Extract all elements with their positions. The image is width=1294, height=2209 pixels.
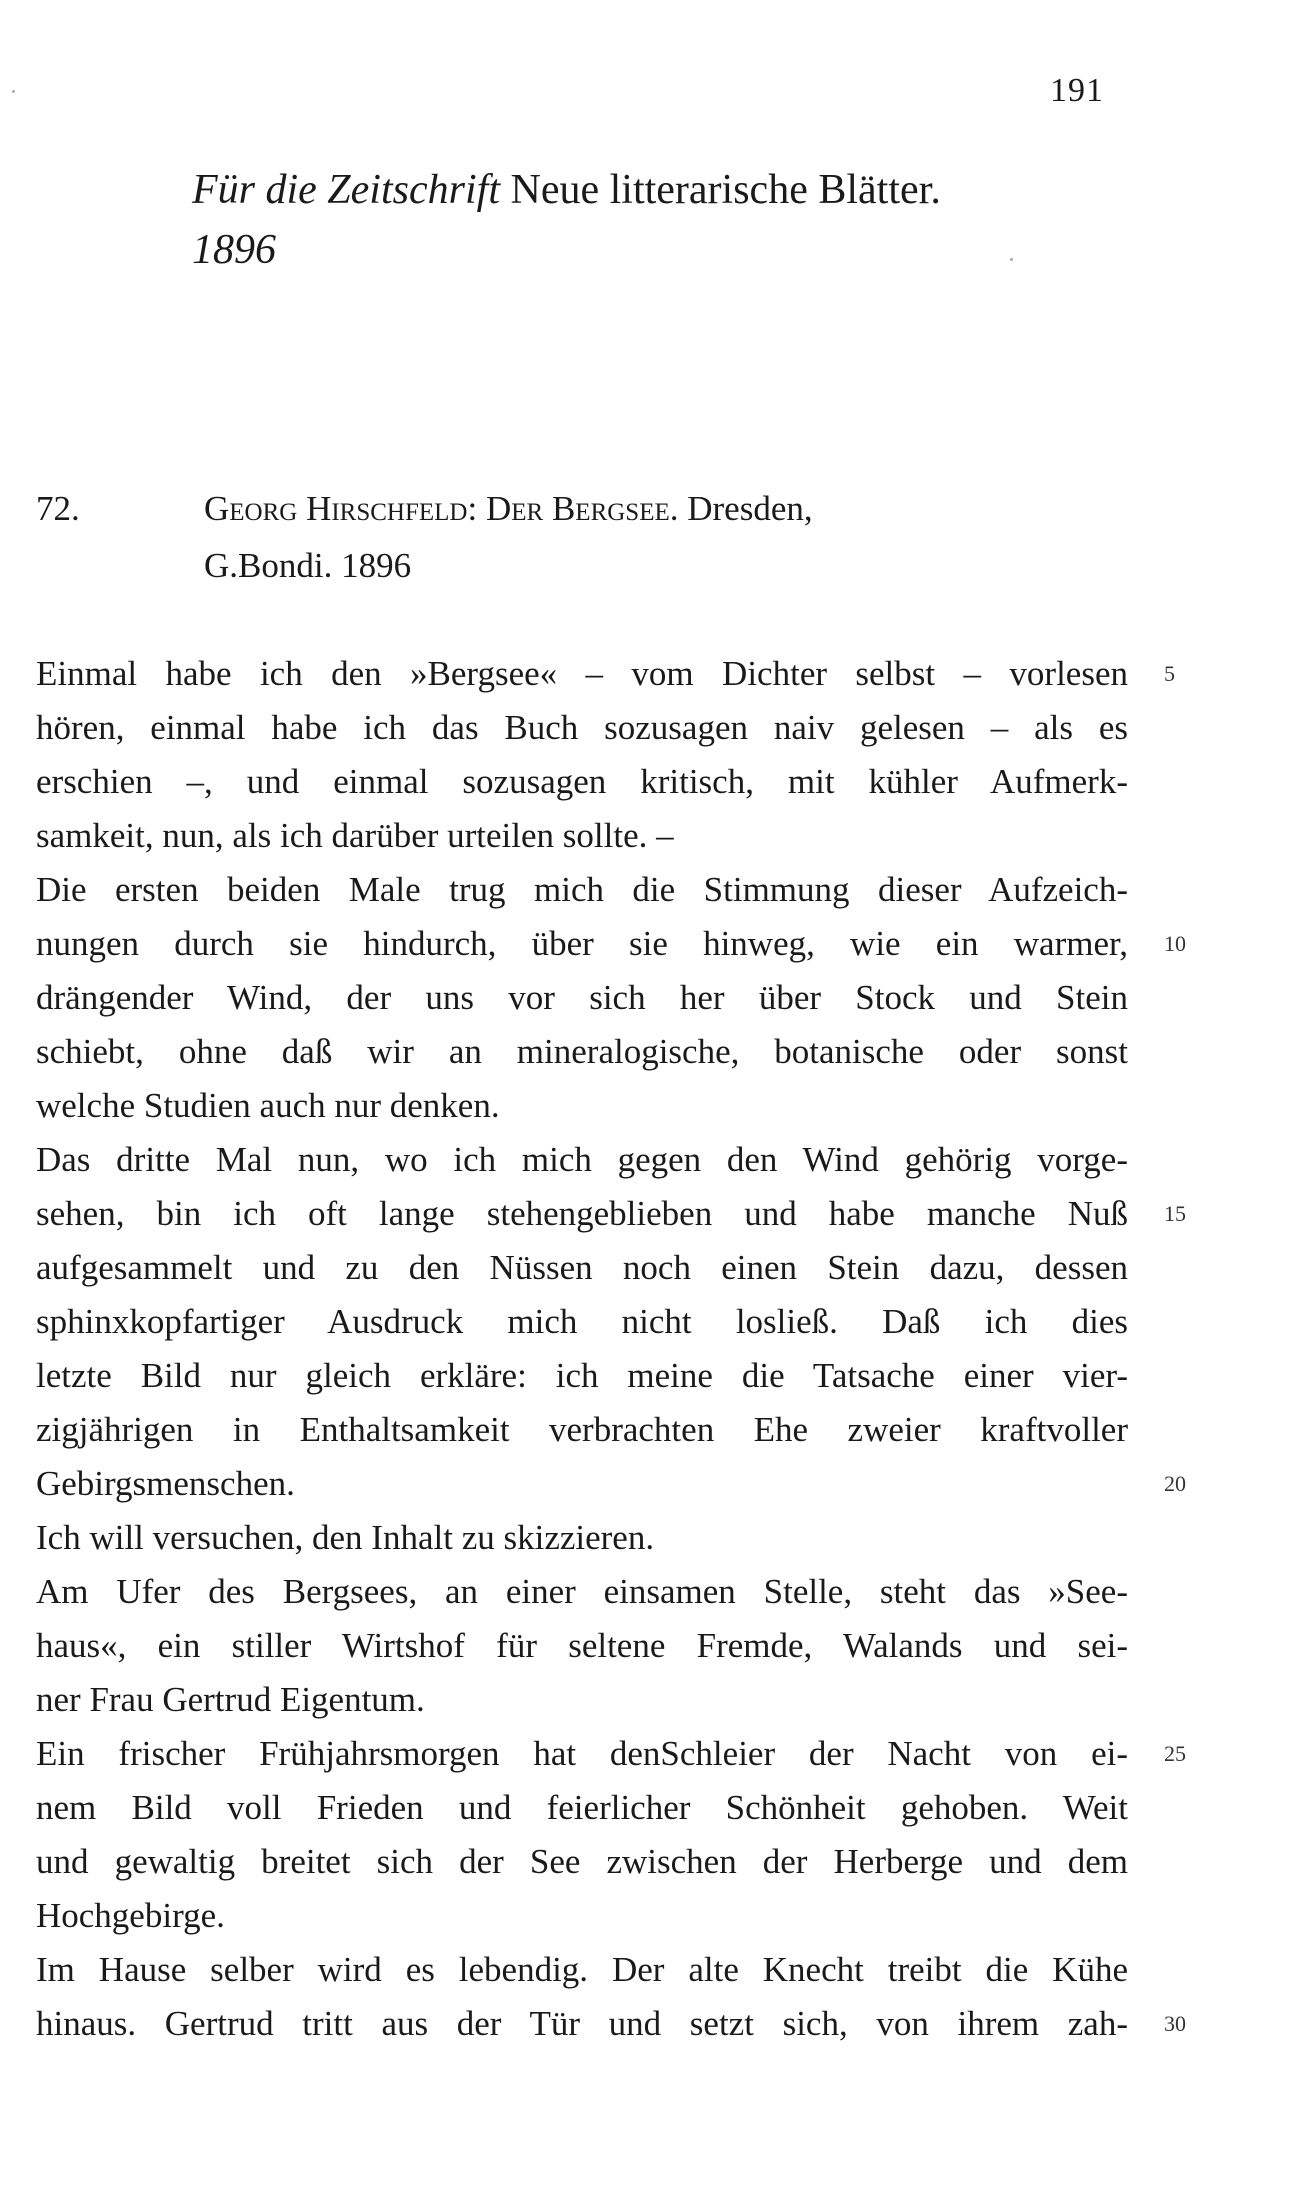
- entry-title: [204, 480, 1104, 594]
- text-line: Ein frischer Frühjahrsmorgen hat denSchleier der Nacht von ei-: [36, 1734, 1128, 1773]
- page-number: 191: [1050, 72, 1104, 109]
- entry-publisher-line: G.Bondi. 1896: [204, 546, 412, 585]
- line-number: 20: [1164, 1471, 1186, 1496]
- text-line: nem Bild voll Frieden und feierlicher Schönheit gehoben. Weit: [36, 1788, 1128, 1827]
- text-line: Das dritte Mal nun, wo ich mich gegen den Wind gehörig vorge-: [36, 1140, 1128, 1179]
- text-line: haus«, ein stiller Wirtshof für seltene Fremde, Walands und sei-: [36, 1626, 1128, 1665]
- entry-title-line: Georg Hirschfeld: Der Bergsee. Dresden,: [204, 489, 813, 528]
- text-line: Einmal habe ich den »Bergsee« – vom Dichter selbst – vorlesen: [36, 654, 1128, 693]
- text-line: samkeit, nun, als ich darüber urteilen sollte. –: [36, 816, 674, 855]
- text-line: Hochgebirge.: [36, 1896, 225, 1935]
- text-line: sehen, bin ich oft lange stehengeblieben und habe manche Nuß: [36, 1194, 1128, 1233]
- text-line: aufgesammelt und zu den Nüssen noch einen Stein dazu, dessen: [36, 1248, 1128, 1287]
- entry-number: 72.: [36, 489, 80, 528]
- text-line: sphinxkopfartiger Ausdruck mich nicht losließ. Daß ich dies: [36, 1302, 1128, 1341]
- text-line: schiebt, ohne daß wir an mineralogische, botanische oder sonst: [36, 1032, 1128, 1071]
- text-line: ner Frau Gertrud Eigentum.: [36, 1680, 425, 1719]
- line-number: 25: [1164, 1741, 1186, 1766]
- text-line: zigjährigen in Enthaltsamkeit verbrachten Ehe zweier kraftvoller: [36, 1410, 1128, 1449]
- publication-prefix: Für die Zeitschrift: [192, 167, 500, 213]
- line-number: 30: [1164, 2011, 1186, 2036]
- publication-header: [192, 160, 941, 280]
- text-line: Im Hause selber wird es lebendig. Der alte Knecht treibt die Kühe: [36, 1950, 1128, 1989]
- stray-dot: [1010, 258, 1013, 261]
- text-line: erschien –, und einmal sozusagen kritisch, mit kühler Aufmerk-: [36, 762, 1128, 801]
- text-line: Ich will versuchen, den Inhalt zu skizzieren.: [36, 1518, 655, 1557]
- entry-book-title: Der Bergsee: [485, 489, 670, 528]
- text-line: welche Studien auch nur denken.: [36, 1086, 500, 1125]
- text-line: hören, einmal habe ich das Buch sozusagen naiv gelesen – als es: [36, 708, 1128, 747]
- line-number: 15: [1164, 1201, 1186, 1226]
- text-line: nungen durch sie hindurch, über sie hinweg, wie ein warmer,: [36, 924, 1128, 963]
- publication-year: 1896: [192, 227, 276, 273]
- text-line: letzte Bild nur gleich erkläre: ich meine die Tatsache einer vier-: [36, 1356, 1128, 1395]
- line-number: 10: [1164, 931, 1186, 956]
- stray-dot: [12, 90, 15, 93]
- text-line: drängender Wind, der uns vor sich her über Stock und Stein: [36, 978, 1128, 1017]
- text-line: Gebirgsmenschen.: [36, 1464, 295, 1503]
- journal-title: Neue litterarische Blätter.: [510, 167, 941, 213]
- text-line: und gewaltig breitet sich der See zwischen der Herberge und dem: [36, 1842, 1128, 1881]
- publication-header-line: [192, 160, 941, 220]
- entry-place: . Dresden,: [669, 489, 813, 528]
- text-line: Die ersten beiden Male trug mich die Stimmung dieser Aufzeich-: [36, 870, 1128, 909]
- line-number: 5: [1164, 661, 1175, 686]
- text-line: Am Ufer des Bergsees, an einer einsamen Stelle, steht das »See-: [36, 1572, 1128, 1611]
- entry-author: Georg Hirschfeld: [204, 489, 468, 528]
- text-line: hinaus. Gertrud tritt aus der Tür und setzt sich, von ihrem zah-: [36, 2004, 1128, 2043]
